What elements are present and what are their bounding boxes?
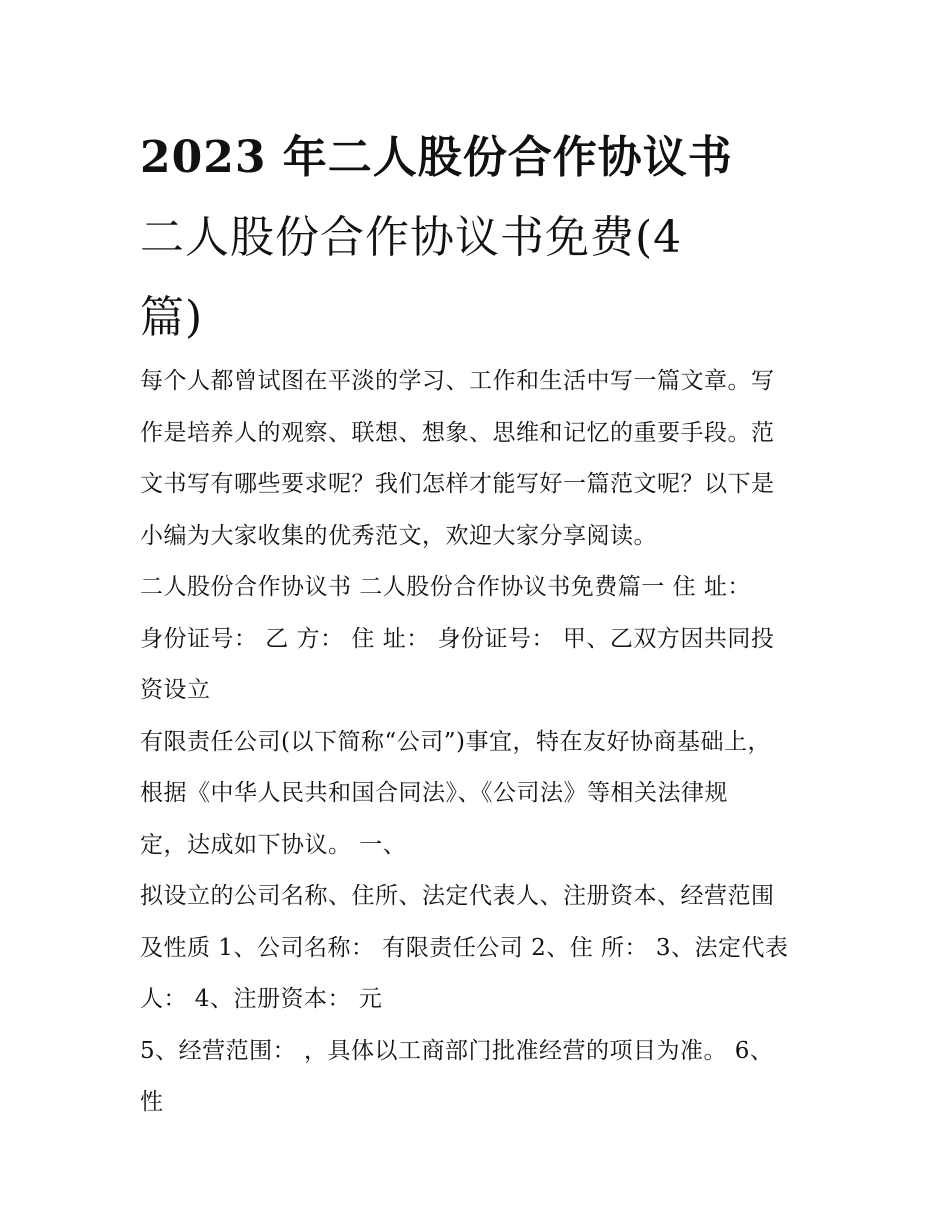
body-line: 定，达成如下协议。 一、: [140, 831, 407, 858]
body-line: 及性质 1、公司名称： 有限责任公司 2、住 所： 3、法定代表: [140, 934, 789, 961]
body-line: 有限责任公司(以下简称“公司”)事宜，特在友好协商基础上，: [140, 728, 771, 755]
body-line: 5、经营范围： ，具体以工商部门批准经营的项目为准。 6、: [140, 1037, 774, 1064]
title-line-1: 2023 年二人股份合作协议书: [140, 132, 733, 183]
body-line: 文书写有哪些要求呢？我们怎样才能写好一篇范文呢？以下是: [140, 471, 775, 497]
body-line: 资设立: [140, 677, 211, 703]
body-line: 拟设立的公司名称、住所、法定代表人、注册资本、经营范围: [140, 883, 775, 909]
body-line: 人： 4、注册资本： 元: [140, 986, 383, 1012]
body-line: 身份证号： 乙 方： 住 址： 身份证号： 甲、乙双方因共同投: [140, 625, 775, 652]
document-body: [140, 356, 820, 1129]
body-line: 每个人都曾试图在平淡的学习、工作和生活中写一篇文章。写: [140, 368, 775, 394]
body-line: 小编为大家收集的优秀范文，欢迎大家分享阅读。: [140, 522, 657, 549]
body-line: 根据《中华人民共和国合同法》、《公司法》等相关法律规: [140, 780, 728, 806]
body-line: 作是培养人的观察、联想、想象、思维和记忆的重要手段。范: [140, 419, 775, 446]
title-line-2: 二人股份合作协议书免费(4: [140, 212, 683, 263]
body-line: 性: [140, 1089, 164, 1115]
title-line-3: 篇): [140, 292, 204, 343]
document-title: [140, 118, 800, 358]
body-line: 二人股份合作协议书 二人股份合作协议书免费篇一 住 址：: [140, 574, 751, 600]
